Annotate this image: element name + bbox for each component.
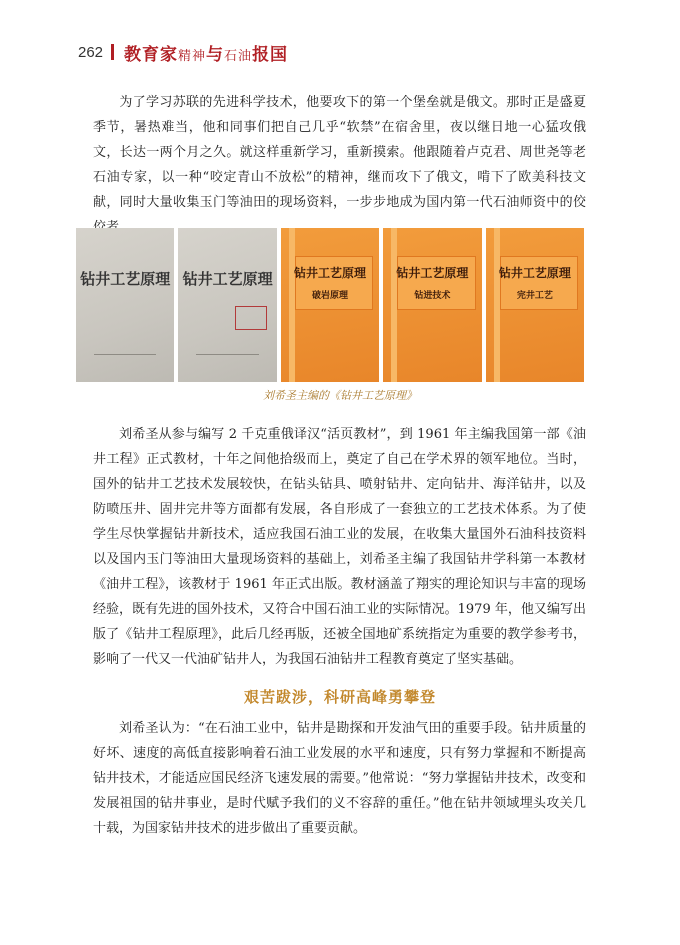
book-cover-1 [76, 228, 174, 382]
book-cover-title: 钻井工艺原理 [396, 266, 469, 280]
book-cover-2 [178, 228, 276, 382]
book-cover-4 [383, 228, 481, 382]
paragraph-1: 为了学习苏联的先进科学技术，他要攻下的第一个堡垒就是俄文。那时正是盛夏季节，暑热难当，他和同事们把自己几乎“软禁”在宿舍里，夜以继日地一心猛攻俄文，长达一两个月之久。就这样重新学习，重新摸索。他跟随着卢克君、周世尧等老石油专家，以一种“咬定青山不放松”的精神，继而攻下了俄文，啃下了欧美科技文献，同时大量收集玉门等油田的现场资料，一步步地成为国内第一代石油师资中的佼 [93, 95, 586, 210]
running-header [78, 40, 288, 64]
paragraph-3: 刘希圣认为：“在石油工业中，钻井是勘探和开发油气田的重要手段。钻井质量的好坏、速度的高低直接影响着石油工业发展的水平和速度，只有努力掌握和不断提高钻井技术，才能适应国民经济飞速发展的需要。”他常说：“努力掌握钻井技术，改变和发展祖国的钻井事业，是时代赋予我们的义不容辞的重任。”他在钻井领域埋头攻关几十载，为国家钻井技术的进步做出了重要贡献。 [93, 721, 586, 836]
book-cover-subtitle: 钻进技术 [414, 291, 451, 301]
book-cover-title: 钻井工艺原理 [182, 270, 273, 288]
book-cover-5 [486, 228, 584, 382]
page-number: 262 [78, 43, 104, 61]
paragraph-2: 刘希圣从参与编写 2 千克重俄译汉“活页教材”，到 1961 年主编我国第一部《油井工程》正式教材，十年之间他拾级而上，奠定了自己在学术界的领军地位。当时，国外的钻井工艺技术发展较快，在钻头钻具、喷射钻井、定向钻井、海洋钻井，以及防喷压井、固井完井等方面都有发展，各自形成了一套独立的工艺技术体系。为了使学生尽快掌握钻井新技术，适应我国石油工业的发展，在收集大量国外石油科技资料以及国内玉门等油田大量现场资料的基础上，刘希圣主编了我国钻井学科第一本教材《油井工程》，该教材于 1961 年正式出版。教材涵盖了翔实的理论知识与丰富的现场经验，既有先进的国外技术，又符合中国石油工业的实际情况。1979 年，他又编写出版了《钻井工程原理》，此后几经再版，还被全国地矿系统指定为重要的教学参考书，影响了一代又一代油矿钻井人，为我国石油钻井工程教育奠定了坚实基础。 [93, 427, 586, 667]
cover-illustration [94, 326, 156, 355]
book-cover-subtitle: 完井工艺 [516, 291, 553, 301]
photo-caption: 刘希圣主编的《钻井工艺原理》 [263, 389, 417, 402]
book-cover-title: 钻井工艺原理 [294, 266, 367, 280]
book-cover-subtitle: 破岩原理 [312, 291, 349, 301]
header-divider [111, 44, 114, 60]
book-cover-title: 钻井工艺原理 [498, 266, 571, 280]
book-title-logo: 教育家精神与石油报国 [124, 44, 289, 65]
section-heading: 艰苦跋涉，科研高峰勇攀登 [243, 688, 436, 706]
book-covers-photo [76, 228, 584, 382]
book-cover-title: 钻井工艺原理 [80, 270, 171, 288]
cover-illustration [196, 326, 258, 355]
book-cover-3 [281, 228, 379, 382]
